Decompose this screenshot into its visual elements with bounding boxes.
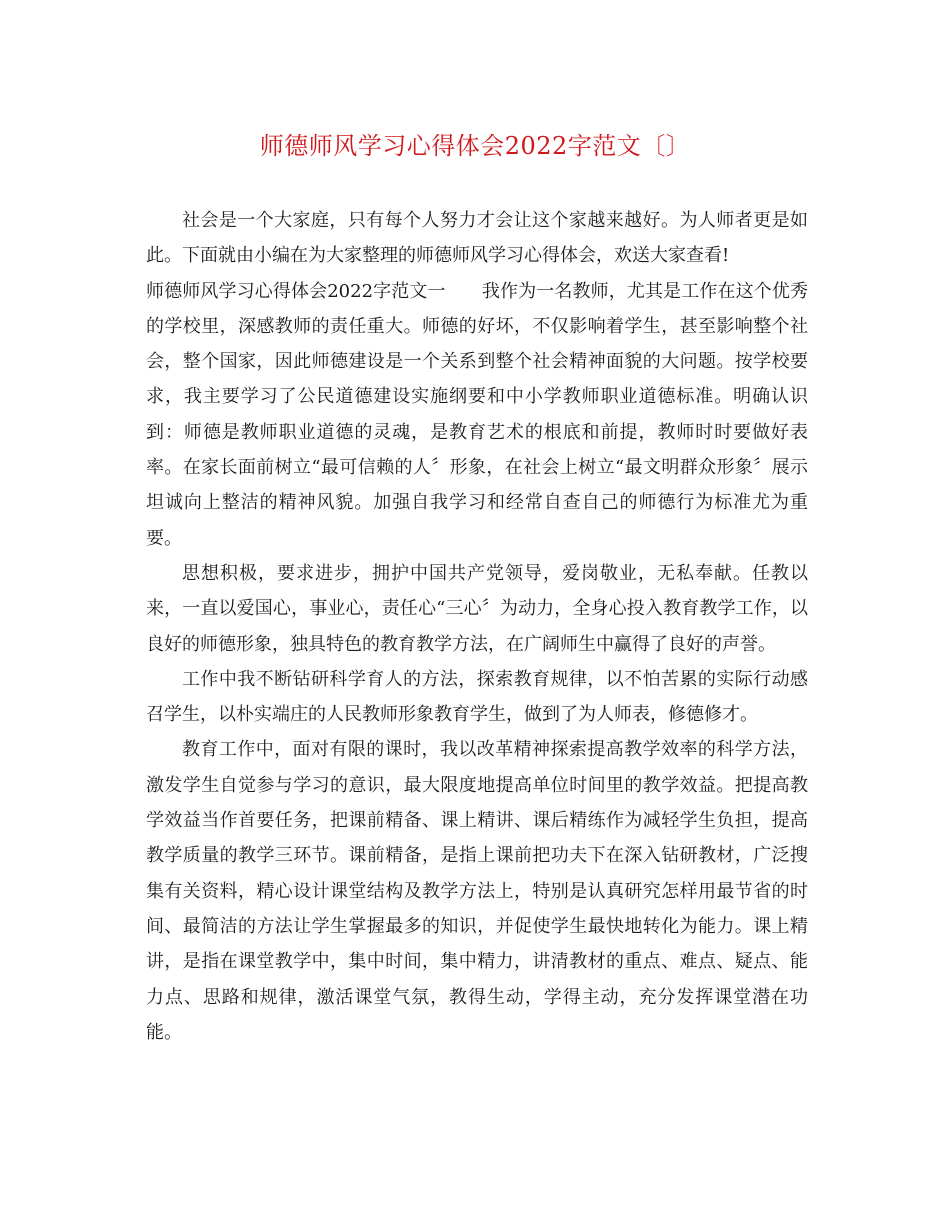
paragraph-teaching: 教育工作中，面对有限的课时，我以改革精神探索提高教学效率的科学方法，激发学生自觉参与学习的意识，最大限度地提高单位时间里的教学效益。把提高教学效益当作首要任务，把课前精备、课上精讲、课后精练作为减轻学生负担，提高教学质量的教学三环节。课前精备，是指上课前把功夫下在深入钻研教材，广泛搜集有关资料，精心设计课堂结构及教学方法上，特别是认真研究怎样用最节省的时间、最简洁的方法让学生掌握最多的知识，并促使学生最快地转化为能力。课上精讲，是指在课堂教学中，集中时间，集中精力，讲清教材的重点、难点、疑点、能力点、思路和规律，激活课堂气氛，教得生动，学得主动，充分发挥课堂潜在功能。 (146, 739, 808, 1043)
document-title: 师德师风学习心得体会2022字范文〔〕 (259, 132, 691, 160)
document-body (146, 203, 808, 1050)
paragraph-intro: 社会是一个大家庭，只有每个人努力才会让这个家越来越好。为人师者更是如此。下面就由小编在为大家整理的师德师风学习心得体会，欢送大家查看! (146, 210, 808, 267)
paragraph-sample-one: 师德师风学习心得体会2022字范文一 我作为一名教师，尤其是工作在这个优秀的学校里，深感教师的责任重大。师德的好坏，不仅影响着学生，甚至影响整个社会，整个国家，因此师德建设是一个关系到整个社会精神面貌的大问题。按学校要求，我主要学习了公民道德建设实施纲要和中小学教师职业道德标准。明确认识到：师德是教师职业道德的灵魂，是教育艺术的根底和前提，教师时时要做好表率。在家长面前树立“最可信赖的人〞形象，在社会上树立“最文明群众形象〞展示坦诚向上整洁的精神风貌。加强自我学习和经常自查自己的师德行为标准尤为重要。 (146, 280, 808, 549)
paragraph-thought: 思想积极，要求进步，拥护中国共产党领导，爱岗敬业，无私奉献。任教以来，一直以爱国心，事业心，责任心“三心〞为动力，全身心投入教育教学工作，以良好的师德形象，独具特色的教育教学方法，在广阔师生中赢得了良好的声誉。 (146, 562, 808, 655)
paragraph-work: 工作中我不断钻研科学育人的方法，探索教育规律，以不怕苦累的实际行动感召学生，以朴实端庄的人民教师形象教育学生，做到了为人师表，修德修才。 (146, 668, 808, 726)
